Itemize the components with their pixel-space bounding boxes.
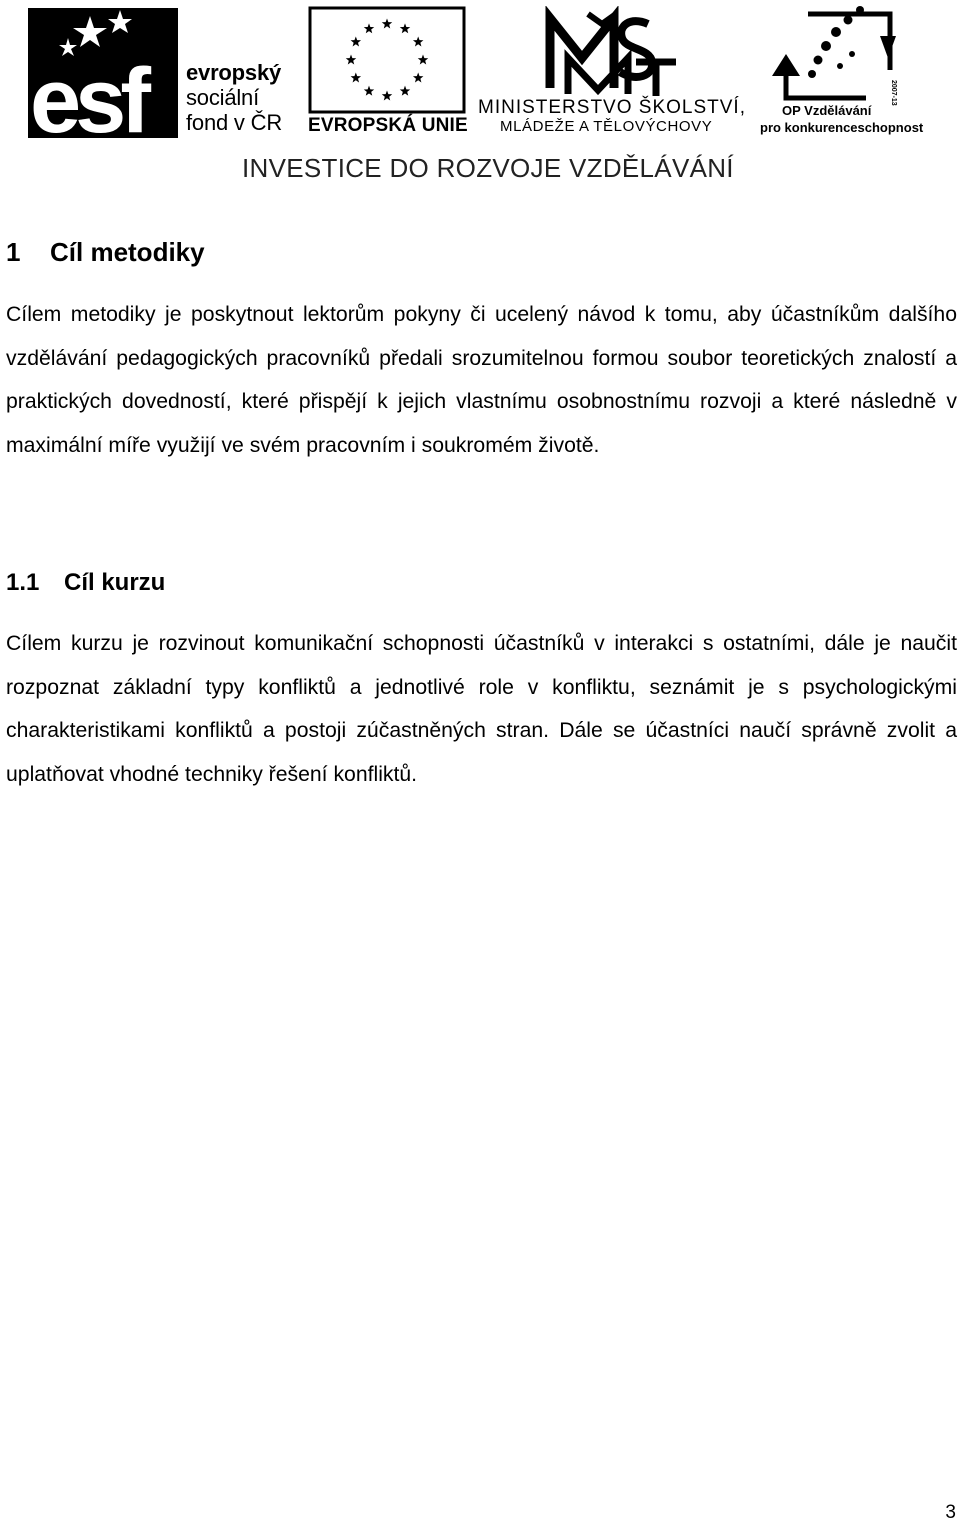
eu-label: EVROPSKÁ UNIE (308, 115, 468, 136)
msmt-line-2: MLÁDEŽE A TĚLOVÝCHOVY (500, 118, 713, 135)
subsection-number: 1.1 (6, 569, 40, 596)
page-number: 3 (945, 1502, 956, 1523)
section-number: 1 (6, 237, 21, 267)
section-1-1-paragraph: Cílem kurzu je rozvinout komunikační schopnosti účastníků v interakci s ostatními, dále je naučit rozpoznat základní typy konfliktů a jednotlivé role v konfliktu, seznámit je s psychologickými charakteristikami konfliktů a postoji zúčastněných stran. Dále se účastníci naučí správně zvolit a uplatňovat vhodné techniky řešení konfliktů. (6, 632, 957, 786)
esf-line-1: evropský (186, 60, 282, 85)
svg-text:esf: esf (30, 50, 145, 138)
section-heading-1 (6, 236, 205, 268)
section-title: Cíl metodiky (50, 237, 205, 267)
msmt-line-1: MINISTERSTVO ŠKOLSTVÍ, (478, 97, 746, 118)
header-tagline: INVESTICE DO ROZVOJE VZDĚLÁVÁNÍ (242, 153, 734, 183)
subsection-title: Cíl kurzu (64, 569, 166, 596)
esf-line-3: fond v ČR (186, 110, 283, 135)
op-line-1: OP Vzdělávání (782, 103, 872, 118)
section-heading-1-1 (6, 568, 165, 598)
section-1-paragraph: Cílem metodiky je poskytnout lektorům pokyny či ucelený návod k tomu, aby účastníkům dalšího vzdělávání pedagogických pracovníků předali srozumitelnou formou soubor teoretických znalostí a praktických dovedností, které přispějí k jejich vlastnímu osobnostnímu rozvoji a které následně v maximální míře využijí ve svém pracovním i soukromém životě. (6, 303, 957, 457)
op-vzdelavani-logo (756, 6, 936, 138)
esf-line-2: sociální (186, 85, 259, 110)
op-line-2: pro konkurenceschopnost (760, 120, 924, 135)
arrow-up-icon (772, 54, 800, 76)
op-years: 2007-13 (890, 80, 897, 106)
